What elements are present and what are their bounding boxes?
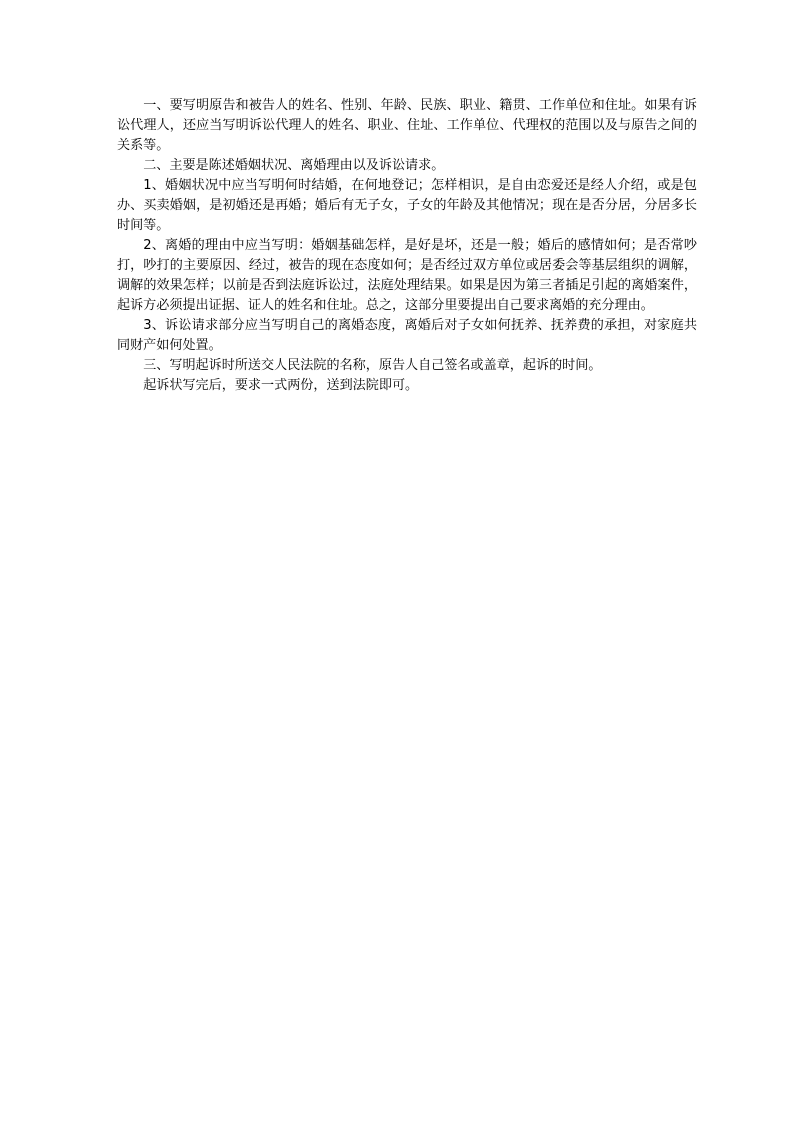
paragraph-divorce-reasons: 2、离婚的理由中应当写明：婚姻基础怎样，是好是坏，还是一般；婚后的感情如何；是否常吵打，吵打的主要原因、经过，被告的现在态度如何；是否经过双方单位或居委会等基层组织的调解，调解的效果怎样；以前是否到法庭诉讼过，法庭处理结果。如果是因为第三者插足引起的离婚案件，起诉方必须提出证据、证人的姓名和住址。总之，这部分里要提出自己要求离婚的充分理由。 [117,238,697,313]
paragraph-closing-note: 起诉状写完后，要求一式两份，送到法院即可。 [143,378,419,393]
paragraph-court-signature: 三、写明起诉时所送交人民法院的名称，原告人自己签名或盖章，起诉的时间。 [143,358,602,373]
document-body [117,96,697,396]
paragraph-marriage-status: 1、婚姻状况中应当写明何时结婚，在何地登记；怎样相识，是自由恋爱还是经人介绍，或是包办、买卖婚姻，是初婚还是再婚；婚后有无子女，子女的年龄及其他情况；现在是否分居，分居多长时间等。 [117,178,697,233]
paragraph-main-content: 二、主要是陈述婚姻状况、离婚理由以及诉讼请求。 [143,158,445,173]
paragraph-party-info: 一、要写明原告和被告人的姓名、性别、年龄、民族、职业、籍贯、工作单位和住址。如果有诉讼代理人，还应当写明诉讼代理人的姓名、职业、住址、工作单位、代理权的范围以及与原告之间的关系等。 [117,98,697,153]
paragraph-litigation-request: 3、诉讼请求部分应当写明自己的离婚态度，离婚后对子女如何抚养、抚养费的承担，对家庭共同财产如何处置。 [117,318,697,353]
